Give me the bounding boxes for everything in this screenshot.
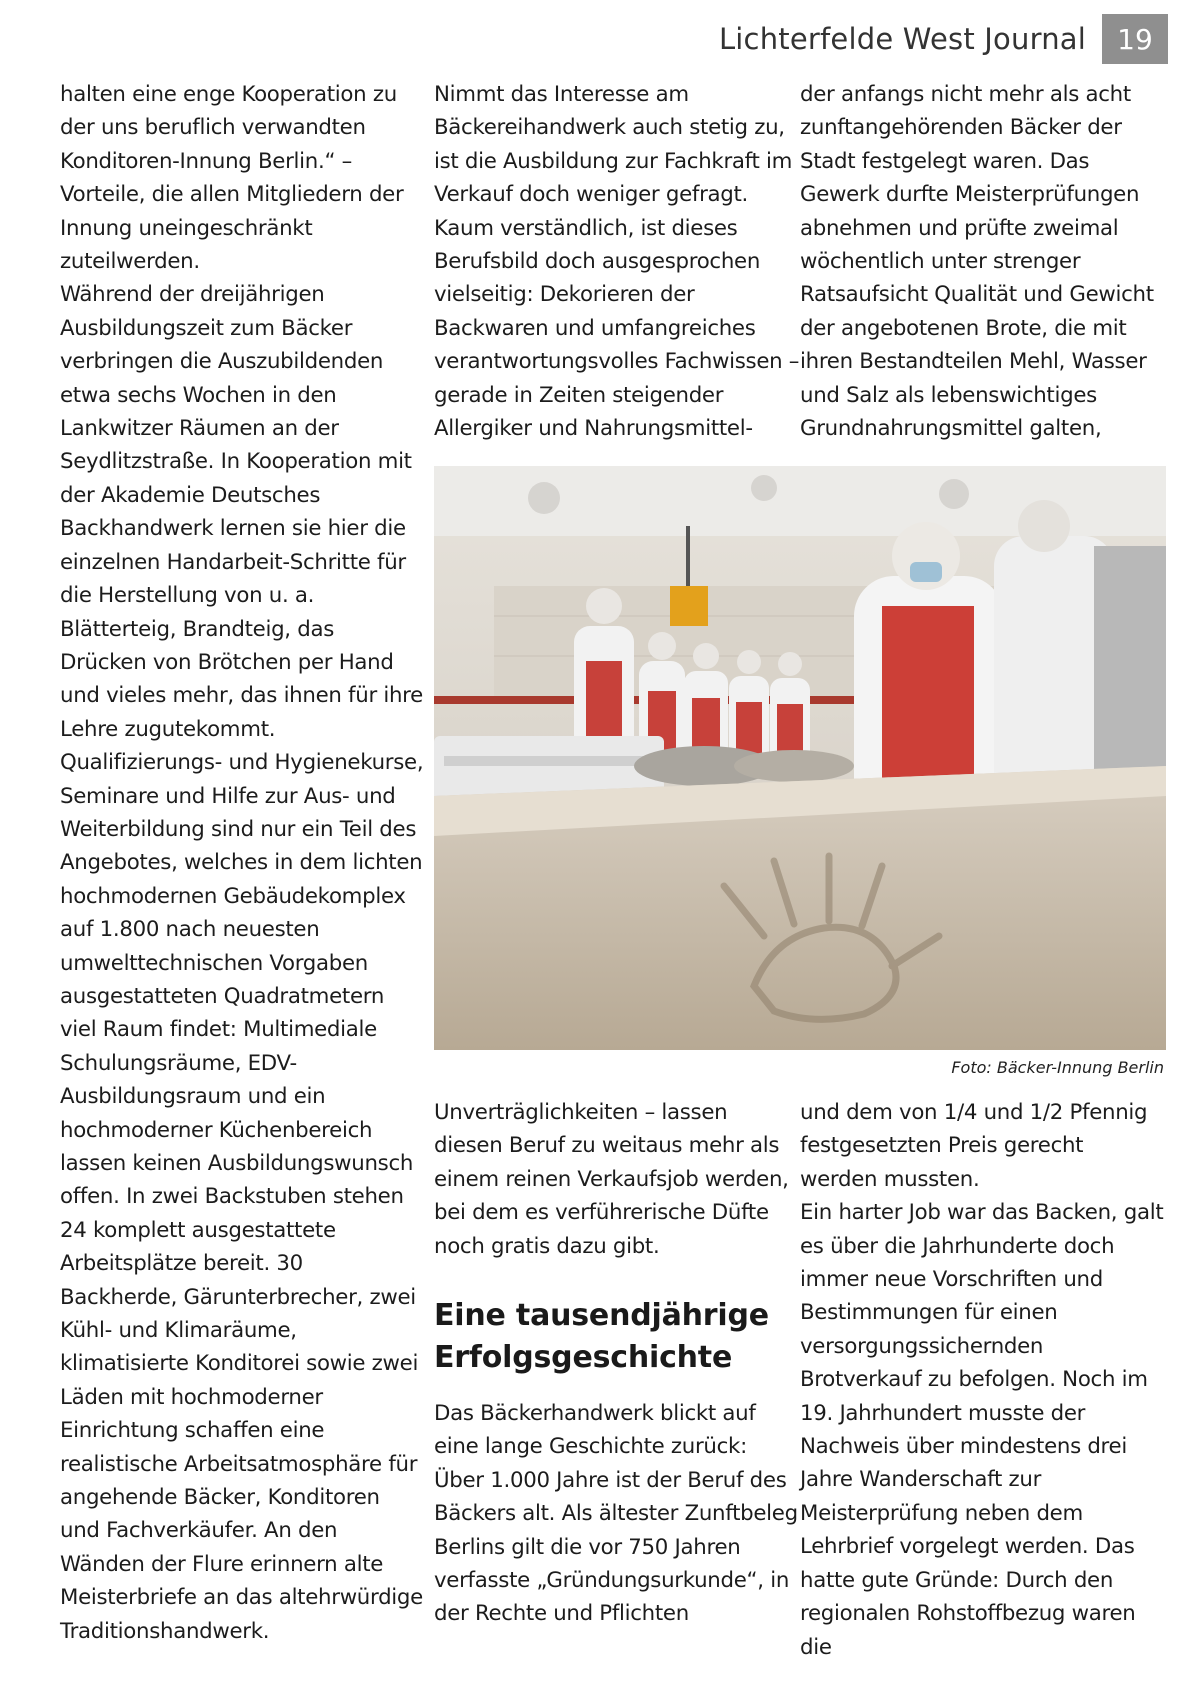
- page-header: [0, 14, 1200, 64]
- paragraph: Unverträglichkeiten – lassen diesen Beruf zu weitaus mehr als einem reinen Verkaufsjob werden, bei dem es verführerische Düfte noch gratis dazu gibt.: [434, 1100, 789, 1259]
- column-2-bottom: [434, 1096, 800, 1631]
- column-3-top: [800, 78, 1166, 445]
- journal-title: Lichterfelde West Journal: [718, 22, 1086, 56]
- column-2-top: [434, 78, 800, 445]
- column-3-bottom: [800, 1096, 1166, 1664]
- paragraph: und dem von 1/4 und 1/2 Pfennig festgesetzten Preis gerecht werden mussten.: [800, 1100, 1148, 1192]
- column-1: [60, 78, 424, 1648]
- paragraph: Nimmt das Interesse am Bäckereihandwerk auch stetig zu, ist die Ausbildung zur Fachkraft im Verkauf doch weniger gefragt. Kaum verständlich, ist dieses Berufsbild doch ausgesprochen vielseitig: Dekorieren der Backwaren und umfangreiches verantwortungsvolles Fachwissen – gerade in Zeiten steigender Allergiker und Nahrungsmittel-: [434, 82, 800, 442]
- photo-caption: Foto: Bäcker-Innung Berlin: [951, 1058, 1164, 1077]
- section-heading: Eine tausendjährige Erfolgsgeschichte: [434, 1298, 769, 1376]
- paragraph: Während der dreijährigen Ausbildungszeit zum Bäcker verbringen die Auszubildenden etwa sechs Wochen in den Lankwitzer Räumen an der Seydlitzstraße. In Kooperation mit der Akademie Deutsches Backhandwerk lernen sie hier die einzelnen Handarbeit-Schritte für die Herstellung von u. a. Blätterteig, Brandteig, das Drücken von Brötchen per Hand und vieles mehr, das ihnen für ihre Lehre zugutekommt. Qualifizierungs- und Hygienekurse, Seminare und Hilfe zur Aus- und Weiterbildung sind nur ein Teil des Angebotes, welches in dem lichten hochmodernen Gebäudekomplex auf 1.800 nach neuesten umwelttechnischen Vorgaben ausgestatteten Quadratmetern viel Raum findet: Multimediale Schulungsräume, EDV-Ausbildungsraum und ein hochmoderner Küchenbereich lassen keinen Ausbildungswunsch offen. In zwei Backstuben stehen 24 komplett ausgestattete Arbeitsplätze bereit. 30 Backherde, Gärunterbrecher, zwei Kühl- und Klimaräume, klimatisierte Konditorei sowie zwei Läden mit hochmoderner Einrichtung schaffen eine realistische Arbeitsatmosphäre für angehende Bäcker, Konditoren und Fachverkäufer. An den Wänden der Flure erinnern alte Meisterbriefe an das altehrwürdige Traditionshandwerk.: [60, 282, 424, 1644]
- page-number: 19: [1102, 14, 1168, 64]
- paragraph: halten eine enge Kooperation zu der uns beruflich verwandten Konditoren-Innung Berlin.“ – Vorteile, die allen Mitgliedern der Innung uneingeschränkt zuteilwerden.: [60, 82, 404, 275]
- bakery-training-photo: [434, 466, 1166, 1050]
- paragraph: der anfangs nicht mehr als acht zunftangehörenden Bäcker der Stadt festgelegt waren. Das Gewerk durfte Meisterprüfungen abnehmen und prüfte zweimal wöchentlich unter strenger Ratsaufsicht Qualität und Gewicht der angebotenen Brote, die mit ihren Bestandteilen Mehl, Wasser und Salz als lebenswichtiges Grundnahrungsmittel galten,: [800, 82, 1154, 442]
- paragraph: Ein harter Job war das Backen, galt es über die Jahrhunderte doch immer neue Vorschriften und Bestimmungen für einen versorgungssichernden Brotverkauf zu befolgen. Noch im 19. Jahrhundert musste der Nachweis über mindestens drei Jahre Wanderschaft zur Meisterprüfung neben dem Lehrbrief vorgelegt werden. Das hatte gute Gründe: Durch den regionalen Rohstoffbezug waren die: [800, 1200, 1164, 1660]
- photo-illustration: [434, 466, 1166, 1050]
- paragraph: Das Bäckerhandwerk blickt auf eine lange Geschichte zurück: Über 1.000 Jahre ist der Beruf des Bäckers alt. Als ältester Zunftbeleg Berlins gilt die vor 750 Jahren verfasste „Gründungsurkunde“, in der Rechte und Pflichten: [434, 1401, 798, 1627]
